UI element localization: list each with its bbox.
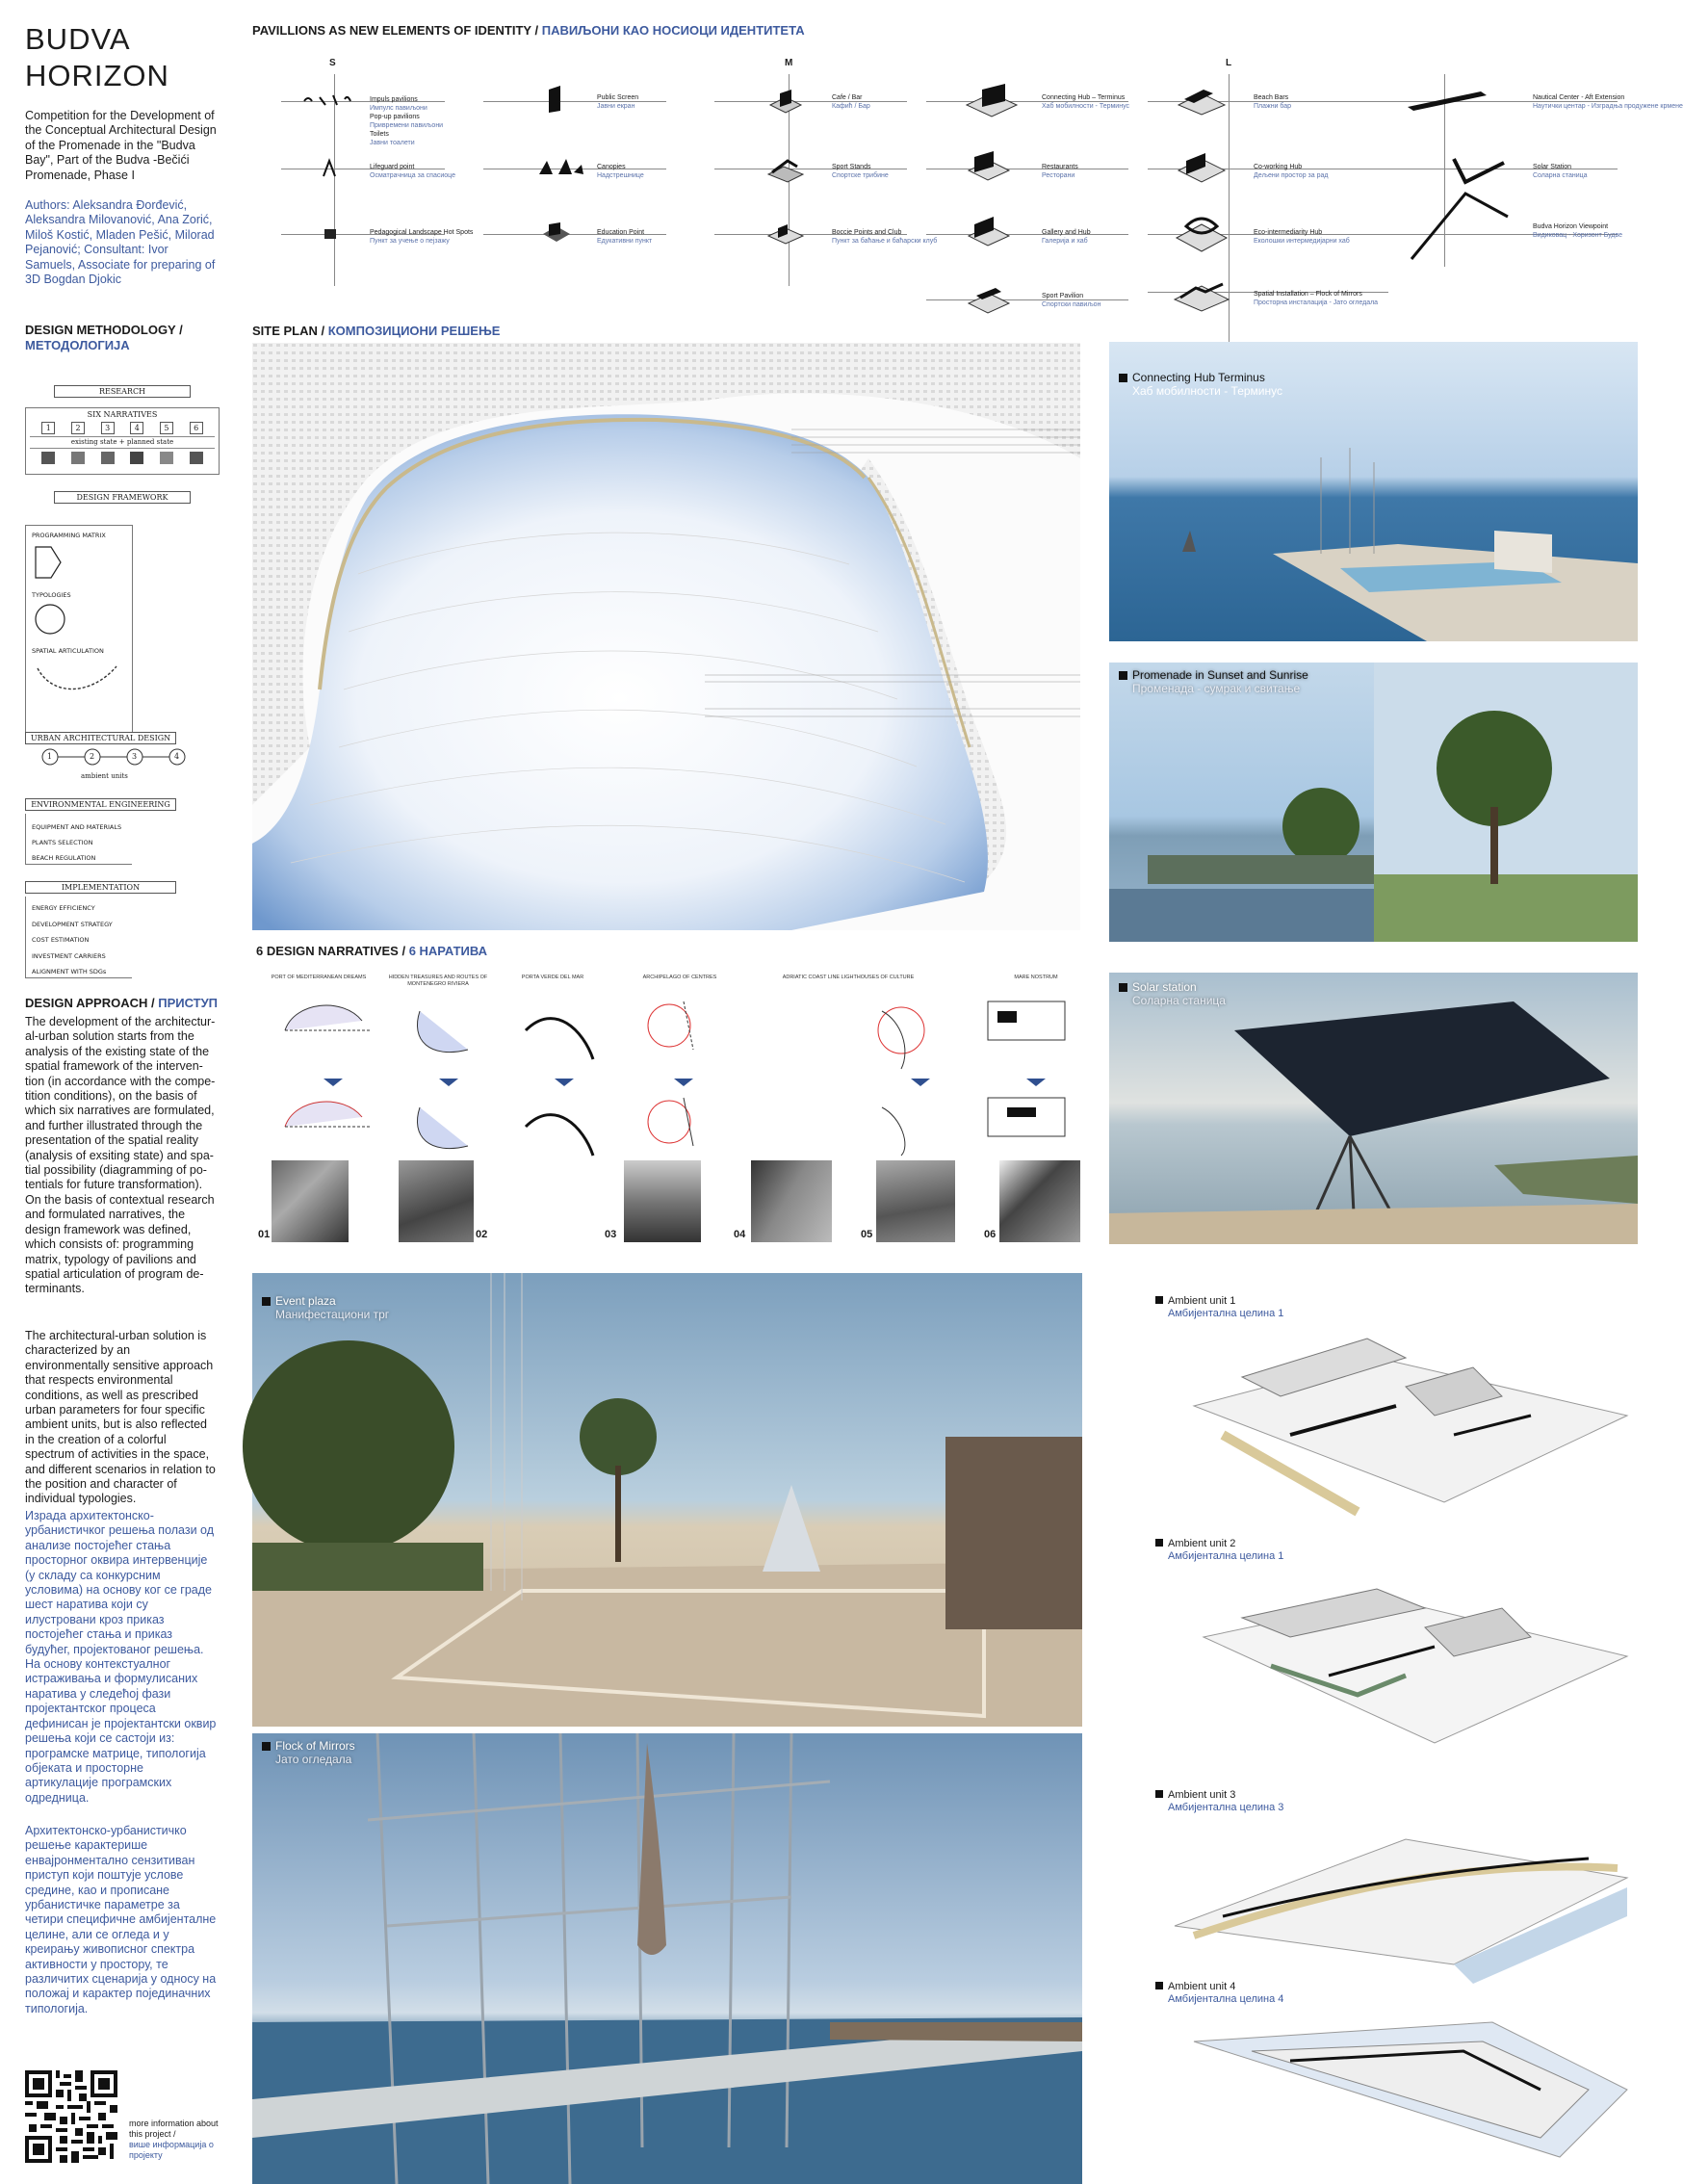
solar-station-caption: Solar station Соларна станица [1119,980,1226,1007]
ambient-units-label: ambient units [81,772,128,780]
ambient-unit-2-caption: Ambient unit 2 Амбијентална целина 1 [1155,1538,1283,1563]
spatial-articulation-label: SPATIAL ARTICULATION [32,647,104,655]
pavilion-label: Beach Bars Плажни бар [1254,94,1292,110]
narrative-thumb [71,452,85,464]
qr-caption: more information about this project / више информација о пројекту [129,2119,219,2160]
narrative-photo [876,1160,955,1242]
pavilions-diagram [252,53,1683,342]
narrative-number: 01 [258,1229,271,1240]
narrative-title: ADRIATIC COAST LINE LIGHTHOUSES OF CULTURE [782,975,915,980]
pavilion-label: Lifeguard point Осматрачница за спасиоце [370,164,455,179]
env-item: PLANTS SELECTION [32,839,93,846]
sport-stands-icon [764,153,807,182]
authors: Authors: Aleksandra Đorđević, Aleksandra Milovanović, Ana Zorić, Miloš Kostić, Mladen Pešić, Milorad Pejanović; Consultant: Ivor Samuels, Associate for preparing of 3D Bogdan Djokic [25,198,216,287]
solar-station-render [1109,973,1638,1244]
env-item: BEACH REGULATION [32,854,96,862]
env-item: EQUIPMENT AND MATERIALS [32,823,122,831]
narrative-thumb [101,452,115,464]
narrative-title: MARE NOSTRUM [1014,975,1058,980]
row-line [926,234,1128,235]
poster-title [25,21,169,94]
size-m-label: M [785,58,793,68]
narrative-2-diagram [391,992,497,1156]
pavilion-label: Solar Station Соларна станица [1533,164,1588,179]
pavilion-label: Impuls pavilions Импулс павиљони Pop-up pavilions Привремени павиљони Toilets Јавни тоалети [370,96,444,146]
ambient-unit-1-caption: Ambient unit 1 Амбијентална целина 1 [1155,1295,1283,1320]
narrative-number: 06 [984,1229,997,1240]
narrative-title: PORTA VERDE DEL MAR [521,975,584,980]
row-line [714,101,907,102]
pavilion-label: Gallery and Hub Галерија и хаб [1042,229,1091,245]
impuls-pavilion-icon [300,91,358,111]
framework-detail-box [25,525,133,739]
pavilion-label: Restaurants Ресторани [1042,164,1078,179]
narrative-photo [399,1160,474,1242]
sport-pavilion-icon [965,282,1013,317]
narrative-1-diagram [275,992,381,1156]
approach-paragraph-sr-2: Архитектонско-урбанистичко решење карактерише енвајронментално сензитиван приступ који поштује услове средине, као и прописане урбанистичке параметре за четири специфичне амбијенталне целине, али се огледа и у креирању живописног спектра активности у простору, те различитих сценарија у односу на положај и карактер појединачних типологија. [25,1824,217,2015]
site-plan-map [252,343,1080,930]
narrative-title: HIDDEN TREASURES AND ROUTES OF MONTENEGRO RIVIERA [388,975,488,987]
narratives-panel [256,963,1084,1242]
bay-outline-icon [34,659,120,697]
coworking-hub-icon [1175,149,1229,184]
env-engineering-box: ENVIRONMENTAL ENGINEERING [25,798,176,811]
methodology-diagram [25,380,222,987]
size-s-label: S [329,58,336,68]
pavilion-label: Education Point Едукативни пункт [597,229,653,245]
lifeguard-icon [320,159,339,178]
narrative-photo [751,1160,832,1242]
impl-item: ENERGY EFFICIENCY [32,904,95,912]
pavilion-label: Canopies Надстрешнице [597,164,644,179]
pavilion-label: Sport Stands Спортске трибине [832,164,889,179]
education-point-icon [541,221,574,246]
pavilion-label: Pedagogical Landscape Hot Spots Пункт за учење о пејзажу [370,229,474,245]
flock-installation-icon [1171,274,1232,313]
ambient-step: 1 [47,752,53,761]
pavilion-label: Sport Pavilion Спортски павиљон [1042,293,1101,308]
beach-bars-icon [1175,86,1229,117]
narrative-num: 1 [41,422,55,434]
narrative-thumb [130,452,143,464]
pavilion-label: Nautical Center - Aft Extension Наутички центар - Изградња продужене крмене [1533,94,1683,110]
pavilion-label: Budva Horizon Viewpoint Видиковац - Хоризонт Будве [1533,223,1623,239]
narrative-num: 5 [160,422,173,434]
gallery-hub-icon [965,215,1013,249]
approach-paragraph-en-1: The development of the architectur-al-urban solution starts from the analysis of the existing state of the spatial framework of the interven-tion (in accordance with the compe-tition conditions), on the basis of which six narratives are formulated, and further illustrated through the presentation of the spatial reality (analysis of exsiting state) and spa-tial possibility (diagramming of po-tentials for future transformation). On the basis of contextual research and formulated narratives, the design framework was defined, which consists of: programming matrix, typology of pavilions and spatial articulation of program de-terminants. [25,1015,216,1296]
narrative-3-diagram [506,992,612,1156]
impl-item: DEVELOPMENT STRATEGY [32,920,113,928]
pavilion-label: Boccie Points and Club Пункт за баћање и баћарски клуб [832,229,938,245]
promenade-render [1109,663,1638,942]
ambient-step: 4 [174,752,180,761]
connecting-hub-caption: Connecting Hub Terminus Хаб мобилности - Терминус [1119,371,1282,398]
matrix-shape-icon [34,545,63,580]
cafe-bar-icon [766,88,805,117]
narrative-number: 05 [861,1229,873,1240]
event-plaza-caption: Event plaza Манифестациони трг [262,1294,389,1321]
narrative-number: 02 [476,1229,488,1240]
typology-circle-icon [34,603,66,636]
impl-item: COST ESTIMATION [32,936,90,944]
narrative-thumb [190,452,203,464]
viewpoint-icon [1408,188,1514,265]
narrative-num: 3 [101,422,115,434]
approach-paragraph-en-2: The architectural-urban solution is characterized by an environmentally sensitive approach that respects environmental conditions, as well as prescribed urban parameters for four specific ambient units, but is also reflected in the creation of a colorful spectrum of activities in the space, and different scenarios in relation to the position and character of individual typologies. [25,1329,216,1506]
ambient-steps-diagram [33,745,206,768]
pavilion-label: Cafe / Bar Кафић / Бар [832,94,870,110]
ambient-unit-4-axonometric [1175,1984,1637,2184]
implementation-box: IMPLEMENTATION [25,881,176,894]
site-plan-heading: SITE PLAN / КОМПОЗИЦИОНИ РЕШЕЊЕ [252,324,501,338]
narratives-heading: 6 DESIGN NARRATIVES / 6 НАРАТИВА [256,944,487,958]
programming-matrix-label: PROGRAMMING MATRIX [32,532,106,539]
row-line [483,101,666,102]
eco-hub-icon [1173,211,1230,253]
competition-intro: Competition for the Development of the Conceptual Architectural Design of the Promenade in the "Budva Bay", Part of the Budva -Bečići Promenade, Phase I [25,109,217,182]
states-label: existing state + planned state [30,436,215,449]
canopies-icon [537,157,585,178]
narrative-photo [999,1160,1080,1242]
flock-of-mirrors-caption: Flock of Mirrors Јато огледала [262,1739,355,1766]
solar-station-icon [1450,153,1508,188]
narrative-title: ARCHIPELAGO OF CENTRES [642,975,717,980]
narrative-5-diagram [863,992,969,1156]
approach-heading: DESIGN APPROACH / ПРИСТУП [25,996,219,1010]
design-framework-box: DESIGN FRAMEWORK [54,491,191,504]
impl-list [25,897,132,978]
narrative-num: 4 [130,422,143,434]
connecting-hub-icon [963,84,1021,118]
hotspot-icon [322,226,341,244]
ambient-unit-3-axonometric [1165,1801,1637,1993]
narrative-num: 2 [71,422,85,434]
connecting-hub-render [1109,342,1638,641]
flock-of-mirrors-render [252,1733,1082,2184]
ambient-step: 2 [90,752,95,761]
narratives-box [25,407,220,475]
ambient-unit-1-axonometric [1184,1300,1637,1531]
promenade-caption: Promenade in Sunset and Sunrise Променада - сумрак и свитање [1119,668,1308,695]
research-box: RESEARCH [54,385,191,398]
narrative-number: 04 [734,1229,746,1240]
narrative-thumb [41,452,55,464]
narrative-6-diagram [978,992,1084,1156]
urban-design-box: URBAN ARCHITECTURAL DESIGN [25,732,176,744]
public-screen-icon [545,86,566,115]
title-line-2: HORIZON [25,59,169,92]
ambient-step: 3 [132,752,138,761]
methodology-heading: DESIGN METHODOLOGY / МЕТОДОЛОГИЈА [25,323,183,352]
pavilions-heading: PAVILLIONS AS NEW ELEMENTS OF IDENTITY / ПАВИЉОНИ КАО НОСИОЦИ ИДЕНТИТЕТА [252,23,805,38]
pavilion-label: Public Screen Јавни екран [597,94,639,110]
pavilion-label: Co-working Hub Дељени простор за рад [1254,164,1329,179]
event-plaza-render [252,1273,1082,1727]
narrative-thumb [160,452,173,464]
pavilion-label: Connecting Hub – Terminus Хаб мобилности - Терминус [1042,94,1129,110]
ambient-unit-4-caption: Ambient unit 4 Амбијентална целина 4 [1155,1981,1283,2006]
ambient-unit-2-axonometric [1184,1550,1637,1772]
qr-code-icon[interactable] [25,2070,117,2163]
nautical-center-icon [1404,88,1490,117]
impl-item: ALIGNMENT WITH SDGs [32,968,107,975]
six-narratives-label: SIX NARRATIVES [87,410,158,419]
pavilion-label: Eco-intermediarity Hub Еколошки интермедијарни хаб [1254,229,1350,245]
narrative-number: 03 [605,1229,617,1240]
title-line-1: BUDVA [25,22,131,56]
narrative-photo [624,1160,701,1242]
approach-paragraph-sr-1: Израда архитектонско-урбанистичког решења полази од анализе постојећег стања просторног оквира интервенције (у складу са конкурсним условима) на основу ког се граде шест наратива који су илустровани кроз приказ постојећег стања и приказ будућег, пројектованог решења. На основу контекстуалног истраживања и формулисаних наратива у следећој фази пројектантског процеса дефинисан је пројектантски оквир решења који се састоји из: програмске матрице, типологија објеката и просторне артикулације програмских одредница. [25,1509,217,1805]
narrative-photo [272,1160,349,1242]
narrative-num: 6 [190,422,203,434]
ambient-unit-3-caption: Ambient unit 3 Амбијентална целина 3 [1155,1789,1283,1814]
size-l-label: L [1226,58,1232,68]
env-list [25,814,132,865]
impl-item: INVESTMENT CARRIERS [32,951,106,960]
narrative-4-diagram [626,992,732,1156]
pavilion-label: Spatial Installation – Flock of Mirrors Просторна инсталација - Јато огледала [1254,291,1379,306]
restaurants-icon [965,149,1013,184]
narrative-title: PORT OF MEDITERRANEAN DREAMS [271,975,367,980]
boccie-icon [764,219,807,247]
typologies-label: TYPOLOGIES [32,591,71,599]
